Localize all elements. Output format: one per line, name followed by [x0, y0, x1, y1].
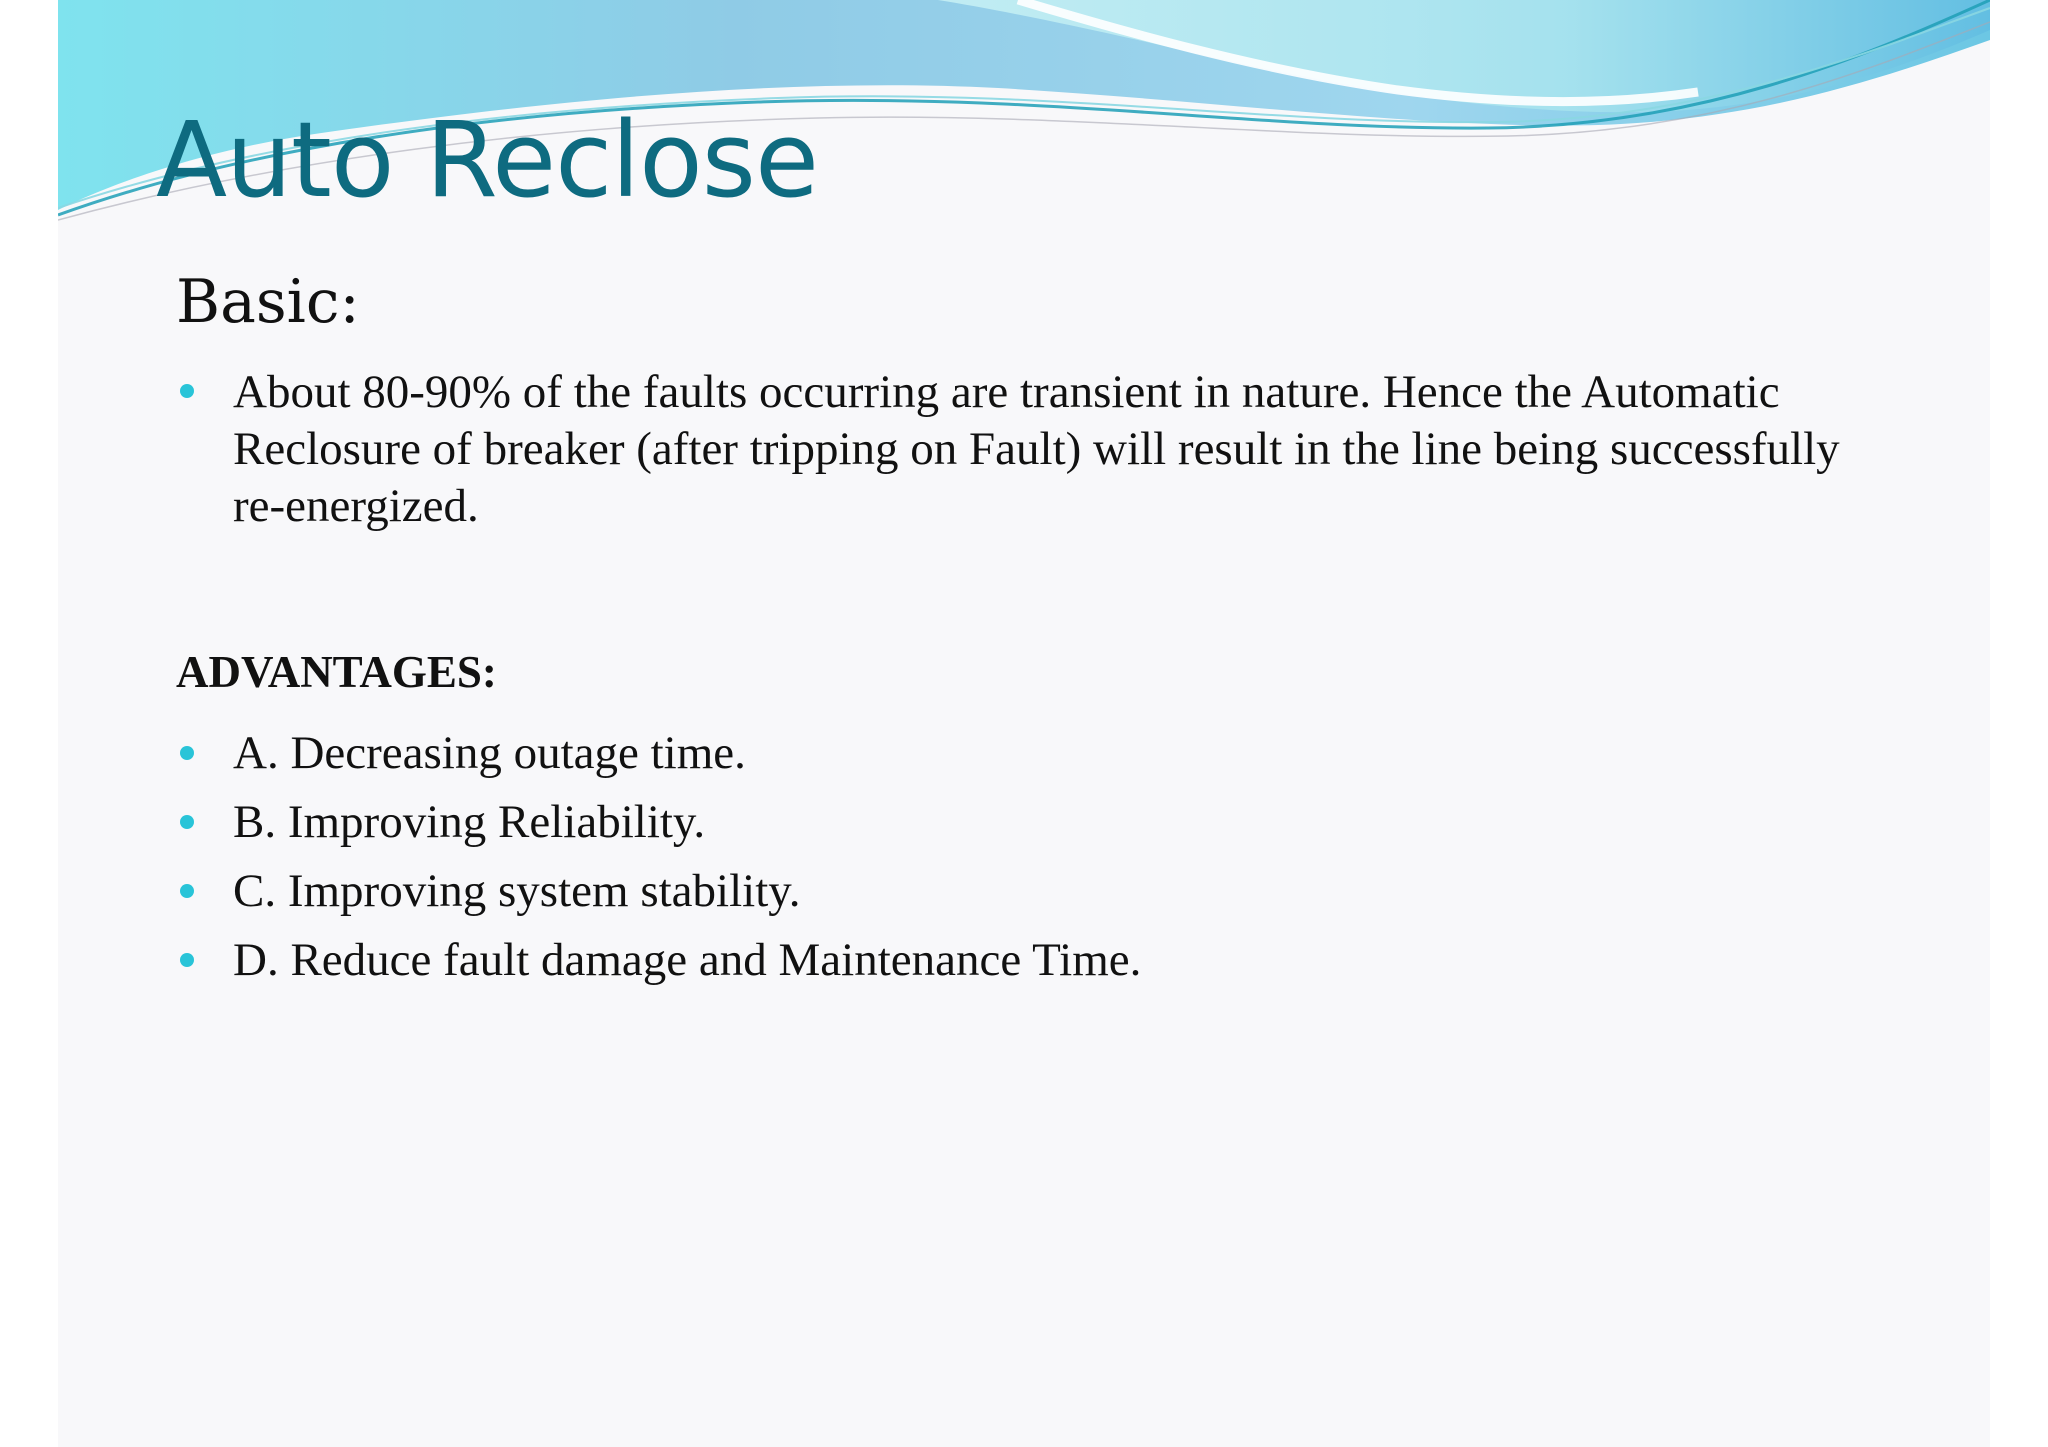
bullet-icon [180, 815, 194, 829]
basic-heading: Basic: [176, 267, 360, 337]
basic-bullet-list [176, 364, 1896, 535]
advantages-bullet-list [176, 719, 1141, 995]
bullet-icon [180, 953, 194, 967]
advantage-text: C. Improving system stability. [233, 865, 801, 917]
list-item [176, 926, 1141, 995]
list-item [176, 719, 1141, 788]
list-item [176, 788, 1141, 857]
bullet-icon [180, 746, 194, 760]
advantages-heading: ADVANTAGES: [176, 647, 497, 697]
list-item [176, 364, 1896, 535]
slide-title: Auto Reclose [156, 99, 818, 221]
bullet-icon [180, 384, 194, 398]
bullet-icon [180, 884, 194, 898]
advantage-text: D. Reduce fault damage and Maintenance Time. [233, 934, 1142, 986]
advantage-text: B. Improving Reliability. [233, 796, 706, 848]
basic-point-text: About 80-90% of the faults occurring are transient in nature. Hence the Automatic Reclosure of breaker (after tripping on Fault) will result in the line being successfully re-energized. [233, 366, 1840, 532]
advantage-text: A. Decreasing outage time. [233, 727, 746, 779]
slide [58, 0, 1990, 1447]
list-item [176, 857, 1141, 926]
